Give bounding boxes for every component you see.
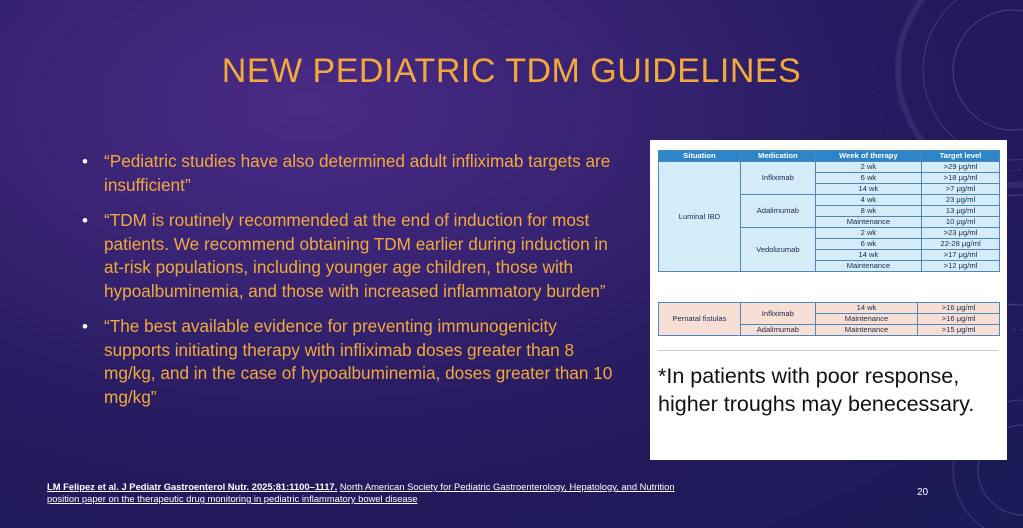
bullet-icon: • [82,211,88,230]
week-cell: 2 wk [815,162,921,173]
col-header: Medication [740,151,815,162]
target-cell: 10 μg/ml [922,217,1000,228]
target-cell: >29 μg/ml [922,162,1000,173]
citation-footer [47,481,707,505]
target-cell: >16 μg/ml [918,314,1000,325]
trough-note: *In patients with poor response, higher troughs may benecessary. [658,364,975,416]
week-cell: 4 wk [815,195,921,206]
guideline-table-image [650,140,1007,460]
week-cell: 2 wk [815,228,921,239]
col-header: Situation [659,151,741,162]
page-number: 20 [917,487,929,498]
week-cell: 8 wk [815,206,921,217]
citation-reference[interactable]: LM Felipez et al. J Pediatr Gastroenterol Nutr. 2025;81:1100–1117. [47,481,338,492]
slide-title: NEW PEDIATRIC TDM GUIDELINES [221,52,802,90]
perianal-target-table [658,302,1000,336]
target-cell: >23 μg/ml [922,228,1000,239]
week-cell: 14 wk [815,250,921,261]
week-cell: Maintenance [815,217,921,228]
medication-cell: Adalimumab [740,325,815,336]
target-cell: >18 μg/ml [922,173,1000,184]
bullet-item: • “Pediatric studies have also determined adult infliximab targets are insufficient” [82,151,611,195]
target-cell: >7 μg/ml [922,184,1000,195]
target-cell: >17 μg/ml [922,250,1000,261]
week-cell: Maintenance [815,314,917,325]
bullet-item: • “TDM is routinely recommended at the end of induction for most patients. We recommend obtaining TDM earlier during induction in at-risk populations, including younger age children, those with hypoalbuminemia, and those with increased inflammatory burden” [82,210,608,301]
week-cell: 14 wk [815,184,921,195]
week-cell: Maintenance [815,261,921,272]
situation-cell: Luminal IBD [659,162,741,272]
col-header: Target level [922,151,1000,162]
week-cell: 14 wk [815,303,917,314]
bullet-item: • “The best available evidence for preventing immunogenicity supports initiating therapy with infliximab doses greater than 8 mg/kg, and in the case of hypoalbuminemia, doses greater than 10 mg/kg” [82,316,613,407]
bullet-icon: • [82,317,88,336]
target-cell: >15 μg/ml [918,325,1000,336]
luminal-target-table [658,150,1000,272]
week-cell: 6 wk [815,173,921,184]
target-cell: >12 μg/ml [922,261,1000,272]
target-cell: >16 μg/ml [918,303,1000,314]
citation-link[interactable]: North American Society for Pediatric Gastroenterology, Hepatology, and Nutrition position paper on the therapeutic drug monitoring in pediatric inflammatory bowel disease [47,481,675,504]
bullet-icon: • [82,152,88,171]
week-cell: Maintenance [815,325,917,336]
week-cell: 6 wk [815,239,921,250]
medication-cell: Adalimumab [740,195,815,228]
target-cell: 13 μg/ml [922,206,1000,217]
col-header: Week of therapy [815,151,921,162]
medication-cell: Vedolizumab [740,228,815,272]
target-cell: 23 μg/ml [922,195,1000,206]
medication-cell: Infliximab [740,162,815,195]
medication-cell: Infliximab [740,303,815,325]
situation-cell: Pernatal fistulas [659,303,741,336]
bullet-list [82,150,622,421]
target-cell: 22-28 μg/ml [922,239,1000,250]
